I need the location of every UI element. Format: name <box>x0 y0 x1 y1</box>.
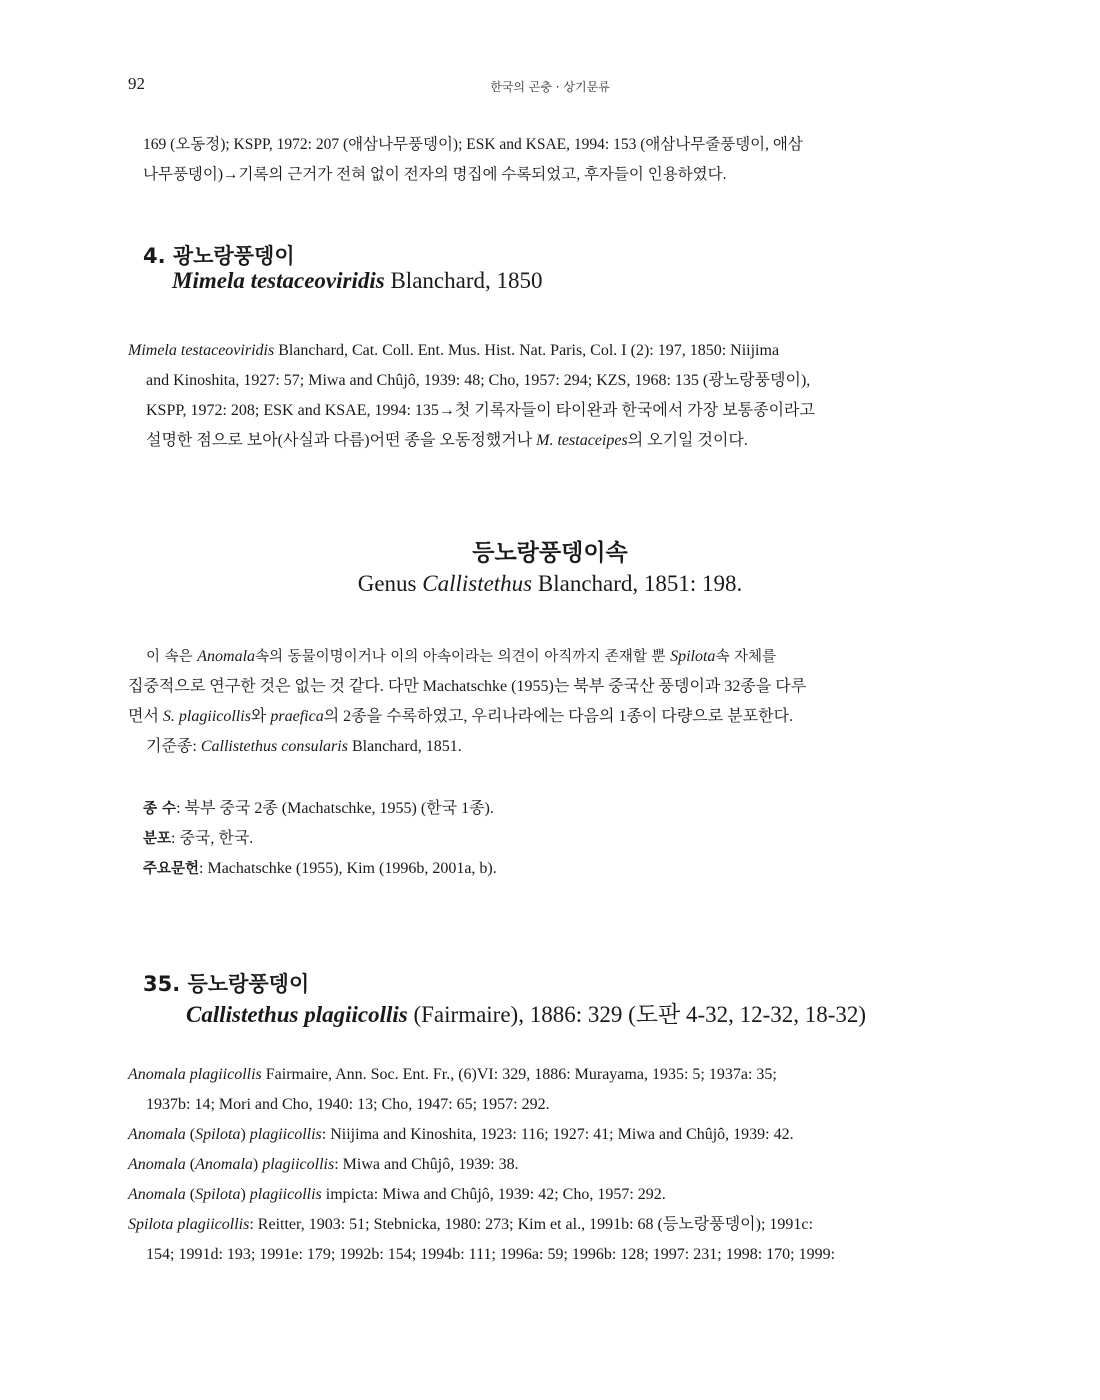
citation-epithet: plagiicollis <box>262 1156 335 1173</box>
type-species-author: Blanchard, 1851. <box>347 738 462 755</box>
citation-subgenus: Anomala <box>195 1156 253 1173</box>
taxon: Anomala <box>197 648 256 665</box>
citation-subgenus: Spilota <box>195 1186 241 1203</box>
paren: ) <box>240 1186 250 1203</box>
intro-line-2: 나무풍뎅이)→기록의 근거가 전혀 없이 전자의 명집에 수록되었고, 후자들이 인용하였다. <box>143 166 727 183</box>
citation-text: 의 오기일 것이다. <box>627 432 748 449</box>
citation-line <box>128 426 976 456</box>
citation-text: 설명한 점으로 보아(사실과 다름)어떤 종을 오동정했거나 <box>146 432 537 449</box>
citation-taxon: Anomala <box>128 1126 186 1143</box>
type-species-line <box>128 732 976 762</box>
genus-title <box>0 571 1100 597</box>
text: 속 자체를 <box>715 649 777 665</box>
citation-line <box>128 336 976 366</box>
citation-text: : Miwa and Chûjô, 1939: 38. <box>334 1156 519 1173</box>
genus-title-korean: 등노랑풍뎅이속 <box>472 540 628 566</box>
literature-value: : Machatschke (1955), Kim (1996b, 2001a, b). <box>199 860 497 877</box>
text: 면서 <box>128 708 163 725</box>
citation-taxon: M. testaceipes <box>536 432 628 449</box>
citation-taxon: Anomala <box>128 1156 186 1173</box>
citation-line <box>128 1210 976 1240</box>
species-4-author: Blanchard, 1850 <box>384 268 543 293</box>
page-number: 92 <box>128 74 145 93</box>
citation-epithet: plagiicollis <box>249 1186 322 1203</box>
genus-summary <box>143 794 976 884</box>
citation-text: : Reitter, 1903: 51; Stebnicka, 1980: 273; Kim et al., 1991b: 68 (등노랑풍뎅이); 1991c: <box>249 1216 813 1233</box>
paren: ( <box>185 1156 196 1173</box>
citation-taxon: Anomala <box>128 1186 186 1203</box>
citation-taxon: Mimela testaceoviridis <box>128 342 275 359</box>
citation-taxon: Anomala plagiicollis <box>128 1066 262 1083</box>
type-species-label: 기준종: <box>146 738 201 755</box>
species-count-label: 종 수 <box>143 801 177 817</box>
paren: ( <box>185 1126 196 1143</box>
type-species-name: Callistethus consularis <box>200 738 348 755</box>
taxon: praefica <box>270 708 324 725</box>
running-title: 한국의 곤충 · 상기문류 <box>490 80 610 94</box>
citation-line: and Kinoshita, 1927: 57; Miwa and Chûjô, 1939: 48; Cho, 1957: 294; KZS, 1968: 135 (광노랑풍뎅이), <box>146 372 811 389</box>
citation-text: Fairmaire, Ann. Soc. Ent. Fr., (6)VI: 329, 1886: Murayama, 1935: 5; 1937a: 35; <box>261 1066 777 1083</box>
citation-line: 1937b: 14; Mori and Cho, 1940: 13; Cho, 1947: 65; 1957: 292. <box>146 1096 550 1113</box>
citation-line: 154; 1991d: 193; 1991e: 179; 1992b: 154; 1994b: 111; 1996a: 59; 1996b: 128; 1997: 231; 1998: 170; 1999: <box>146 1246 836 1263</box>
citation-line <box>128 1060 976 1090</box>
distribution-value: : 중국, 한국. <box>171 830 254 847</box>
genus-author: Blanchard, 1851: 198. <box>532 571 743 596</box>
text: 이 속은 <box>146 649 198 665</box>
genus-name: Callistethus <box>422 571 533 596</box>
citation-line <box>128 1180 976 1210</box>
distribution-line <box>143 824 976 854</box>
species-35-sci-name: Callistethus plagiicollis <box>186 1002 408 1027</box>
intro-paragraph <box>143 130 976 190</box>
species-4-sci-name: Mimela testaceoviridis <box>172 268 385 293</box>
text: 의 2종을 수록하였고, 우리나라에는 다음의 1종이 다량으로 분포한다. <box>323 708 794 725</box>
text: 속의 동물이명이거나 이의 아속이라는 의견이 아직까지 존재할 뿐 <box>255 649 671 665</box>
species-35-citations <box>128 1060 976 1270</box>
paren: ) <box>252 1156 263 1173</box>
species-4-citations <box>128 336 976 456</box>
description-line: 집중적으로 연구한 것은 없는 것 같다. 다만 Machatschke (1955)는 북부 중국산 풍뎅이과 32종을 다루 <box>128 678 807 695</box>
citation-text: : Niijima and Kinoshita, 1923: 116; 1927: 41; Miwa and Chûjô, 1939: 42. <box>321 1126 794 1143</box>
paren: ) <box>240 1126 250 1143</box>
description-line <box>128 642 976 672</box>
species-35-heading: 35. 등노랑풍뎅이 <box>143 972 310 996</box>
citation-subgenus: Spilota <box>195 1126 241 1143</box>
species-4-name <box>172 268 542 294</box>
taxon: S. plagiicollis <box>162 708 251 725</box>
text: 와 <box>250 708 271 725</box>
citation-line <box>128 1150 976 1180</box>
description-line <box>128 702 976 732</box>
species-count-line <box>143 794 976 824</box>
species-4-heading: 4. 광노랑풍뎅이 <box>143 244 295 268</box>
genus-description <box>128 642 976 762</box>
citation-text: impicta: Miwa and Chûjô, 1939: 42; Cho, 1957: 292. <box>321 1186 666 1203</box>
taxon: Spilota <box>670 648 716 665</box>
species-35-name <box>186 996 866 1029</box>
literature-line <box>143 854 976 884</box>
citation-line <box>128 1120 976 1150</box>
species-35-author: (Fairmaire), 1886: 329 (도판 4-32, 12-32, 18-32) <box>407 1002 867 1027</box>
citation-epithet: plagiicollis <box>249 1126 322 1143</box>
genus-prefix: Genus <box>357 571 423 596</box>
distribution-label: 분포 <box>143 831 172 847</box>
paren: ( <box>185 1186 196 1203</box>
citation-taxon: Spilota plagiicollis <box>128 1216 250 1233</box>
species-count-value: : 북부 중국 2종 (Machatschke, 1955) (한국 1종). <box>176 800 494 817</box>
literature-label: 주요문헌 <box>143 861 200 877</box>
citation-line: KSPP, 1972: 208; ESK and KSAE, 1994: 135→첫 기록자들이 타이완과 한국에서 가장 보통종이라고 <box>146 402 815 419</box>
intro-line-1: 169 (오동정); KSPP, 1972: 207 (애삼나무풍뎅이); ESK and KSAE, 1994: 153 (애삼나무줄풍뎅이, 애삼 <box>143 136 803 153</box>
citation-text: Blanchard, Cat. Coll. Ent. Mus. Hist. Nat. Paris, Col. I (2): 197, 1850: Niijima <box>274 342 780 359</box>
